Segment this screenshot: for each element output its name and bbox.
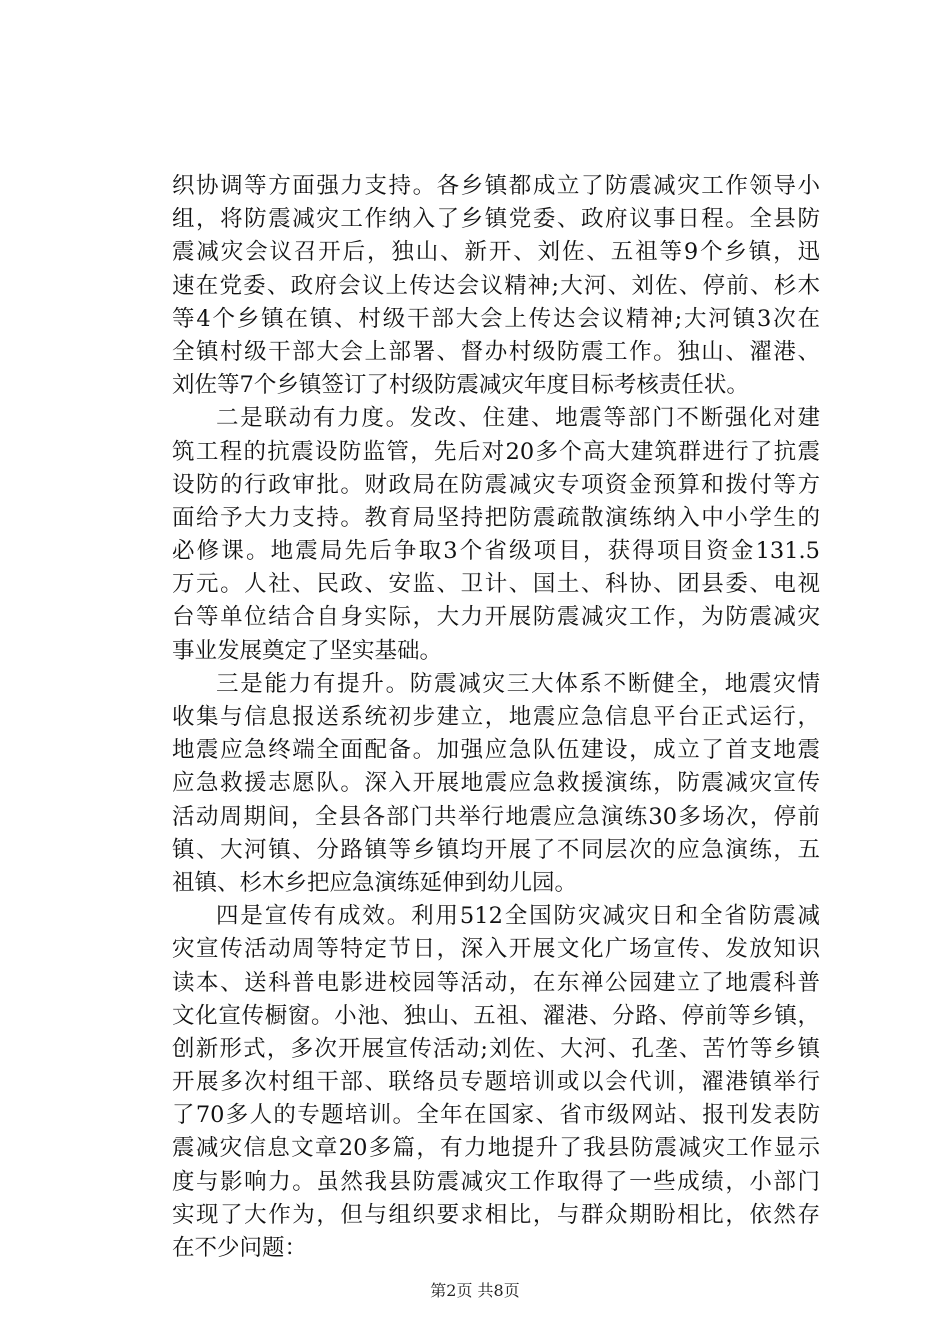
text-line: 织协调等方面强力支持。各乡镇都成立了防震减灾工作领导小	[172, 173, 820, 199]
text-line: 筑工程的抗震设防监管，先后对20多个高大建筑群进行了抗震	[172, 438, 820, 465]
text-line: 全镇村级干部大会上部署、督办村级防震工作。独山、濯港、	[172, 338, 820, 365]
text-line: 万元。人社、民政、安监、卫计、国土、科协、团县委、电视	[172, 571, 820, 598]
text-line: 震减灾会议召开后，独山、新开、刘佐、五祖等9个乡镇，迅	[172, 239, 820, 266]
text-line: 地震应急终端全面配备。加强应急队伍建设，成立了首支地震	[172, 737, 820, 764]
paragraph-3	[172, 668, 820, 900]
text-line: 组，将防震减灾工作纳入了乡镇党委、政府议事日程。全县防	[172, 206, 820, 233]
text-line: 文化宣传橱窗。小池、独山、五祖、濯港、分路、停前等乡镇，	[172, 1002, 820, 1029]
text-line: 开展多次村组干部、联络员专题培训或以会代训，濯港镇举行	[172, 1069, 820, 1096]
text-line: 活动周期间，全县各部门共举行地震应急演练30多场次，停前	[172, 803, 820, 830]
paragraph-1	[172, 170, 820, 402]
text-line: 必修课。地震局先后争取3个省级项目，获得项目资金131.5	[172, 538, 820, 565]
text-line: 速在党委、政府会议上传达会议精神;大河、刘佐、停前、杉木	[172, 272, 820, 299]
text-line: 事业发展奠定了坚实基础。	[172, 637, 443, 664]
text-line: 等4个乡镇在镇、村级干部大会上传达会议精神;大河镇3次在	[172, 305, 820, 332]
text-line: 祖镇、杉木乡把应急演练延伸到幼儿园。	[172, 869, 578, 896]
text-line: 震减灾信息文章20多篇，有力地提升了我县防震减灾工作显示	[172, 1135, 820, 1162]
text-line: 台等单位结合自身实际，大力开展防震减灾工作，为防震减灾	[172, 604, 820, 631]
document-body	[172, 170, 820, 1265]
text-line: 实现了大作为，但与组织要求相比，与群众期盼相比，依然存	[172, 1201, 820, 1228]
paragraph-4	[172, 900, 820, 1265]
text-line: 灾宣传活动周等特定节日，深入开展文化广场宣传、发放知识	[172, 936, 820, 963]
text-line: 收集与信息报送系统初步建立，地震应急信息平台正式运行，	[172, 704, 820, 730]
text-line: 四是宣传有成效。利用512全国防灾减灾日和全省防震减	[216, 903, 820, 930]
text-line: 二是联动有力度。发改、住建、地震等部门不断强化对建	[216, 405, 820, 432]
text-line: 设防的行政审批。财政局在防震减灾专项资金预算和拨付等方	[172, 471, 820, 498]
text-line: 创新形式，多次开展宣传活动;刘佐、大河、孔垄、苦竹等乡镇	[172, 1035, 820, 1062]
text-line: 读本、送科普电影进校园等活动，在东禅公园建立了地震科普	[172, 969, 820, 996]
text-line: 面给予大力支持。教育局坚持把防震疏散演练纳入中小学生的	[172, 504, 820, 531]
page-number-footer: 第2页 共8页	[430, 1281, 520, 1300]
text-line: 镇、大河镇、分路镇等乡镇均开展了不同层次的应急演练，五	[172, 836, 820, 863]
text-line: 度与影响力。虽然我县防震减灾工作取得了一些成绩，小部门	[172, 1168, 820, 1195]
paragraph-2	[172, 402, 820, 668]
text-line: 在不少问题：	[172, 1235, 308, 1261]
text-line: 三是能力有提升。防震减灾三大体系不断健全，地震灾情	[216, 670, 820, 697]
text-line: 刘佐等7个乡镇签订了村级防震减灾年度目标考核责任状。	[172, 372, 749, 399]
text-line: 应急救援志愿队。深入开展地震应急救援演练，防震减灾宣传	[172, 770, 820, 797]
text-line: 了70多人的专题培训。全年在国家、省市级网站、报刊发表防	[172, 1102, 820, 1129]
